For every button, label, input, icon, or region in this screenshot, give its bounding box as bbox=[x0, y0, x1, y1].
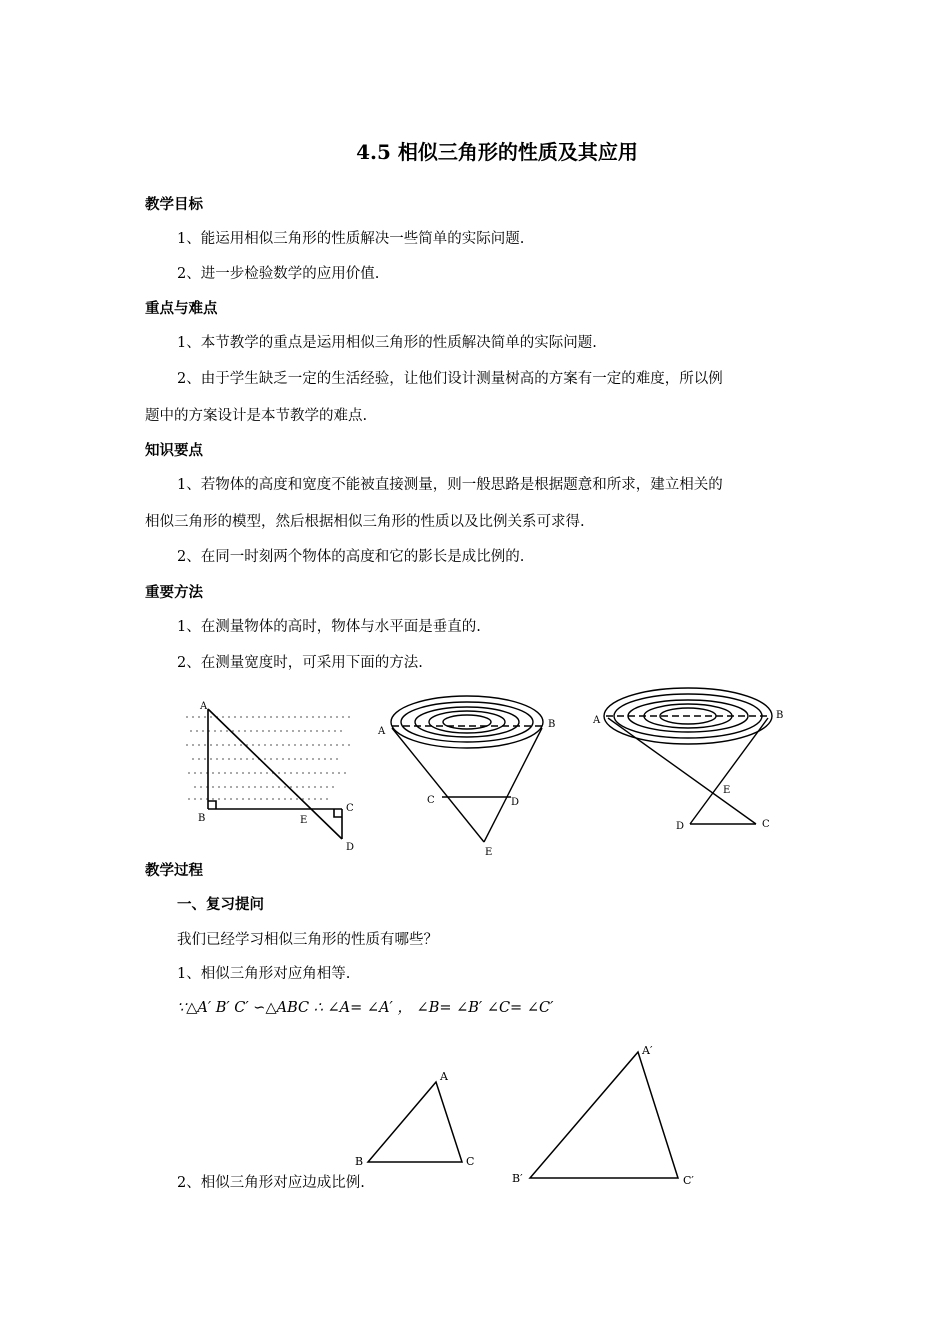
knowledge-item-1: 1、若物体的高度和宽度不能被直接测量，则一般思路是根据题意和所求，建立相关的 bbox=[177, 477, 723, 493]
knowledge-item-2: 2、在同一时刻两个物体的高度和它的影长是成比例的. bbox=[177, 549, 525, 565]
label-d: D bbox=[676, 821, 685, 832]
figure-pond-cone bbox=[372, 690, 562, 860]
similarity-formula: ∵△A′ B′ C′ ∽△ABC ∴ ∠A= ∠A′ ， ∠B= ∠B′ ∠C= ∠C′ bbox=[177, 1000, 554, 1016]
label-c: C bbox=[762, 819, 770, 830]
label-e: E bbox=[300, 815, 308, 826]
key-point-item-2: 2、由于学生缺乏一定的生活经验，让他们设计测量树高的方案有一定的难度，所以例 bbox=[177, 371, 723, 387]
label-a: A bbox=[593, 715, 601, 726]
label-c: C bbox=[346, 803, 354, 814]
river-hatching bbox=[186, 717, 352, 799]
label-d: D bbox=[346, 842, 355, 853]
label-c: C bbox=[427, 795, 435, 806]
segment-ae bbox=[392, 728, 484, 842]
triangle-abc bbox=[368, 1082, 462, 1162]
property-2: 2、相似三角形对应边成比例. bbox=[177, 1175, 365, 1191]
segment-ad bbox=[208, 709, 342, 839]
label-b: B bbox=[355, 1155, 364, 1168]
review-subheading: 一、复习提问 bbox=[177, 896, 264, 913]
method-item-1: 1、在测量物体的高时，物体与水平面是垂直的. bbox=[177, 619, 481, 635]
method-item-2: 2、在测量宽度时，可采用下面的方法. bbox=[177, 655, 423, 671]
label-a: A bbox=[378, 726, 386, 737]
triangle-a-prime-b-prime-c-prime bbox=[530, 1052, 678, 1178]
objectives-heading: 教学目标 bbox=[145, 196, 203, 213]
objective-item-1: 1、能运用相似三角形的性质解决一些简单的实际问题. bbox=[177, 231, 525, 247]
label-c-prime: C′ bbox=[683, 1174, 694, 1187]
label-b: B bbox=[548, 719, 556, 730]
key-point-item-2-continued: 题中的方案设计是本节教学的难点. bbox=[145, 408, 368, 424]
label-d: D bbox=[511, 797, 520, 808]
label-a: A bbox=[440, 1070, 448, 1083]
knowledge-item-1-continued: 相似三角形的模型，然后根据相似三角形的性质以及比例关系可求得. bbox=[145, 514, 585, 530]
figure-similar-triangles bbox=[350, 1040, 720, 1190]
figure-river-triangles bbox=[180, 695, 370, 860]
right-angle-mark-b bbox=[208, 801, 216, 809]
methods-heading: 重要方法 bbox=[145, 584, 203, 601]
key-point-item-1: 1、本节教学的重点是运用相似三角形的性质解决简单的实际问题. bbox=[177, 335, 597, 351]
label-e: E bbox=[485, 847, 493, 858]
label-b-prime: B′ bbox=[512, 1172, 523, 1185]
key-points-heading: 重点与难点 bbox=[145, 300, 218, 317]
figure-pond-crossing bbox=[588, 680, 793, 840]
review-question: 我们已经学习相似三角形的性质有哪些？ bbox=[177, 932, 438, 948]
knowledge-heading: 知识要点 bbox=[145, 442, 203, 459]
label-c: C bbox=[466, 1155, 475, 1168]
pond-outer-ellipse bbox=[391, 696, 543, 748]
pond-ring-1 bbox=[401, 702, 533, 742]
page-title: 4.5 相似三角形的性质及其应用 bbox=[356, 140, 638, 164]
pond-ring-4 bbox=[443, 715, 491, 729]
objective-item-2: 2、进一步检验数学的应用价值. bbox=[177, 266, 380, 282]
label-b: B bbox=[776, 710, 784, 721]
label-a: A bbox=[200, 701, 208, 712]
label-b: B bbox=[198, 813, 206, 824]
label-e: E bbox=[723, 785, 731, 796]
segment-be bbox=[484, 728, 542, 842]
pond-ring-3 bbox=[429, 711, 505, 733]
process-heading: 教学过程 bbox=[145, 862, 203, 879]
property-1: 1、相似三角形对应角相等. bbox=[177, 966, 351, 982]
right-angle-mark-c bbox=[334, 809, 342, 817]
label-a-prime: A′ bbox=[642, 1044, 653, 1057]
